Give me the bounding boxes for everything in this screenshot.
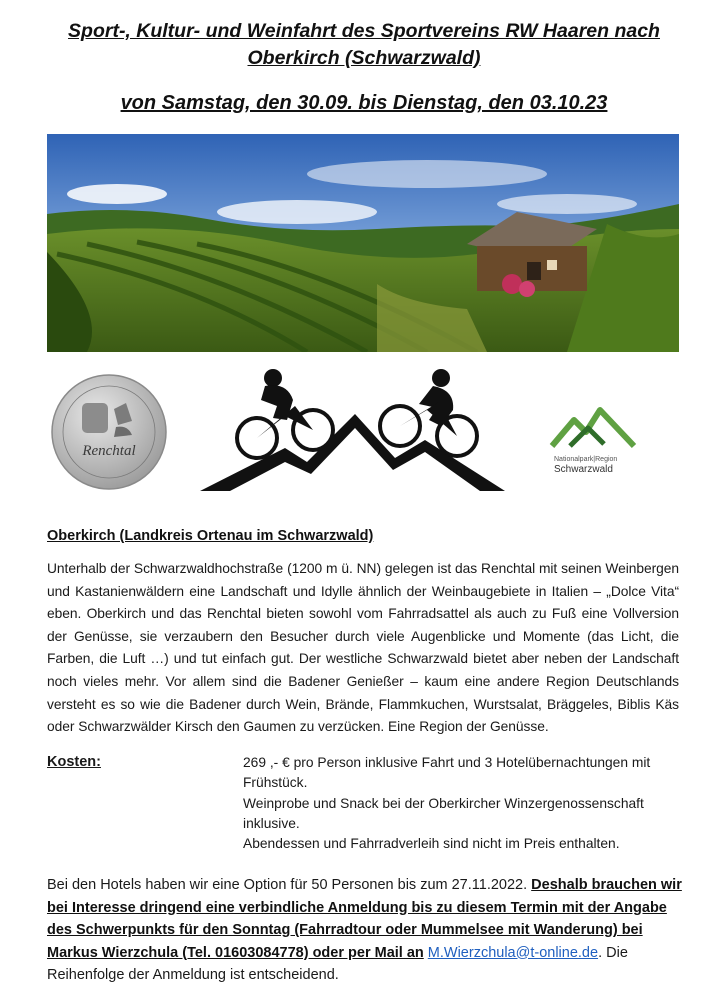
renchtal-badge-logo [50, 373, 168, 491]
cost-line-exclusions: Abendessen und Fahrradverleih sind nicht im Preis enthalten. [243, 836, 620, 852]
date-range-title: von Samstag, den 30.09. bis Dienstag, den 03.10.23 [120, 92, 608, 114]
title-line-2: Oberkirch (Schwarzwald) [247, 47, 481, 69]
costs-details [243, 753, 683, 854]
cost-line-wine-tasting: Weinprobe und Snack bei der Oberkircher Winzergenossenschaft inklusive. [243, 795, 644, 831]
nationalpark-line2: Schwarzwald [554, 464, 613, 475]
title-line-1: Sport-, Kultur- und Weinfahrt des Sportvereins RW Haaren nach [68, 20, 660, 42]
costs-label: Kosten: [47, 754, 101, 770]
section-heading: Oberkirch (Landkreis Ortenau im Schwarzwald) [47, 528, 374, 544]
registration-intro: Bei den Hotels haben wir eine Option für 50 Personen bis zum 27.11.2022. [47, 877, 532, 893]
mountain-bikers-graphic [195, 366, 507, 494]
vineyard-landscape-image [47, 134, 679, 352]
registration-notice [47, 874, 683, 987]
nationalpark-schwarzwald-logo [548, 398, 638, 480]
cost-line-price: 269 ,- € pro Person inklusive Fahrt und 3 Hotelübernachtungen mit Frühstück. [243, 755, 651, 791]
registration-outro: . Die Reihenfolge der Anmeldung ist entscheidend. [47, 944, 628, 983]
renchtal-badge-name: Renchtal [82, 443, 136, 459]
email-link[interactable]: M.Wierzchula@t-online.de [427, 944, 599, 961]
registration-bold-text: Deshalb brauchen wir bei Interesse dringend eine verbindliche Anmeldung bis zu diesem Termin mit der Angabe des Schwerpunkts für den Sonntag (Fahrradtour oder Mummelsee mit Wanderung) bei Markus Wierzchula (Tel. 01603084778) oder per Mail an [47, 877, 682, 961]
page-title [20, 18, 708, 72]
description-paragraph: Unterhalb der Schwarzwaldhochstraße (1200 m ü. NN) gelegen ist das Renchtal mit seinen Weinbergen und Kastanienwäldern eine Landschaft und Idylle ähnlich der Weinbaugebiete in Italien – „Dolce Vita“ eben. Oberkirch und das Renchtal bieten sowohl vom Fahrradsattel als auch zu Fuß eine Vollversion der Genüsse, sie verzaubern den Besucher durch viele Augenblicke und Momente (das Licht, die Farben, die Luft …) und tut einfach gut. Der westliche Schwarzwald bietet aber neben der Landschaft noch vieles mehr. Vor allem sind die Badener Genießer – kaum eine andere Region Deutschlands versteht es so wie die Badener durch Wein, Brände, Flammkuchen, Wurstsalat, Bräggeles, Biblis Käs oder Schwarzwälder Kirsch den Gaumen zu verzücken. Eine Region der Genüsse. [47, 561, 679, 735]
nationalpark-line1: Nationalpark|Region [554, 456, 618, 463]
